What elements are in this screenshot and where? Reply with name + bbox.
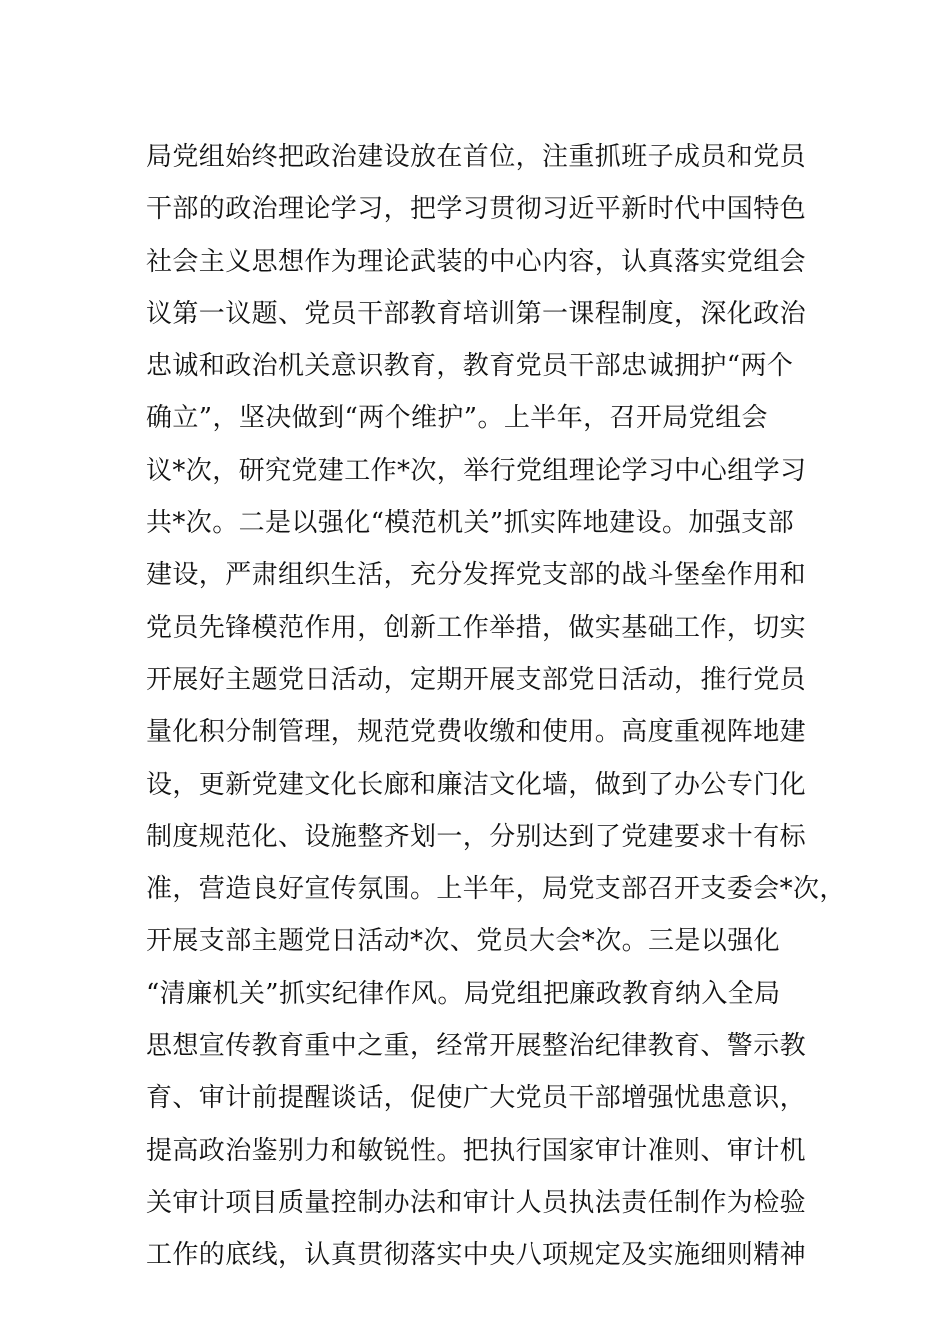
text-line: 忠诚和政治机关意识教育，教育党员干部忠诚拥护“两个 — [146, 351, 794, 382]
text-line: 关审计项目质量控制办法和审计人员执法责任制作为检验 — [146, 1187, 807, 1218]
text-line: 共*次。二是以强化“模范机关”抓实阵地建设。加强支部 — [146, 508, 794, 539]
text-line: 思想宣传教育重中之重，经常开展整治纪律教育、警示教 — [146, 1031, 807, 1062]
text-line: 工作的底线，认真贯彻落实中央八项规定及实施细则精神 — [146, 1240, 807, 1271]
text-line: 议第一议题、党员干部教育培训第一课程制度，深化政治 — [146, 298, 807, 329]
text-line: 党员先锋模范作用，创新工作举措，做实基础工作，切实 — [146, 612, 807, 643]
body-text — [146, 131, 846, 1282]
text-line: 设，更新党建文化长廊和廉洁文化墙，做到了办公专门化 — [146, 769, 807, 800]
text-line: 准，营造良好宣传氛围。上半年，局党支部召开支委会*次， — [146, 874, 846, 905]
text-line: 制度规范化、设施整齐划一，分别达到了党建要求十有标 — [146, 821, 807, 852]
text-line: 开展好主题党日活动，定期开展支部党日活动，推行党员 — [146, 664, 807, 695]
text-line: 建设，严肃组织生活，充分发挥党支部的战斗堡垒作用和 — [146, 560, 807, 591]
text-line: 提高政治鉴别力和敏锐性。把执行国家审计准则、审计机 — [146, 1135, 807, 1166]
text-line: 确立”，坚决做到“两个维护”。上半年，召开局党组会 — [146, 403, 768, 434]
text-line: 开展支部主题党日活动*次、党员大会*次。三是以强化 — [146, 926, 781, 957]
text-line: 量化积分制管理，规范党费收缴和使用。高度重视阵地建 — [146, 717, 807, 748]
text-line: 社会主义思想作为理论武装的中心内容，认真落实党组会 — [146, 246, 807, 277]
text-line: “清廉机关”抓实纪律作风。局党组把廉政教育纳入全局 — [146, 978, 781, 1009]
text-line: 局党组始终把政治建设放在首位，注重抓班子成员和党员 — [146, 142, 807, 172]
text-line: 干部的政治理论学习，把学习贯彻习近平新时代中国特色 — [146, 194, 807, 225]
text-line: 育、审计前提醒谈话，促使广大党员干部增强忧患意识， — [146, 1083, 807, 1114]
text-line: 议*次，研究党建工作*次，举行党组理论学习中心组学习 — [146, 455, 807, 486]
